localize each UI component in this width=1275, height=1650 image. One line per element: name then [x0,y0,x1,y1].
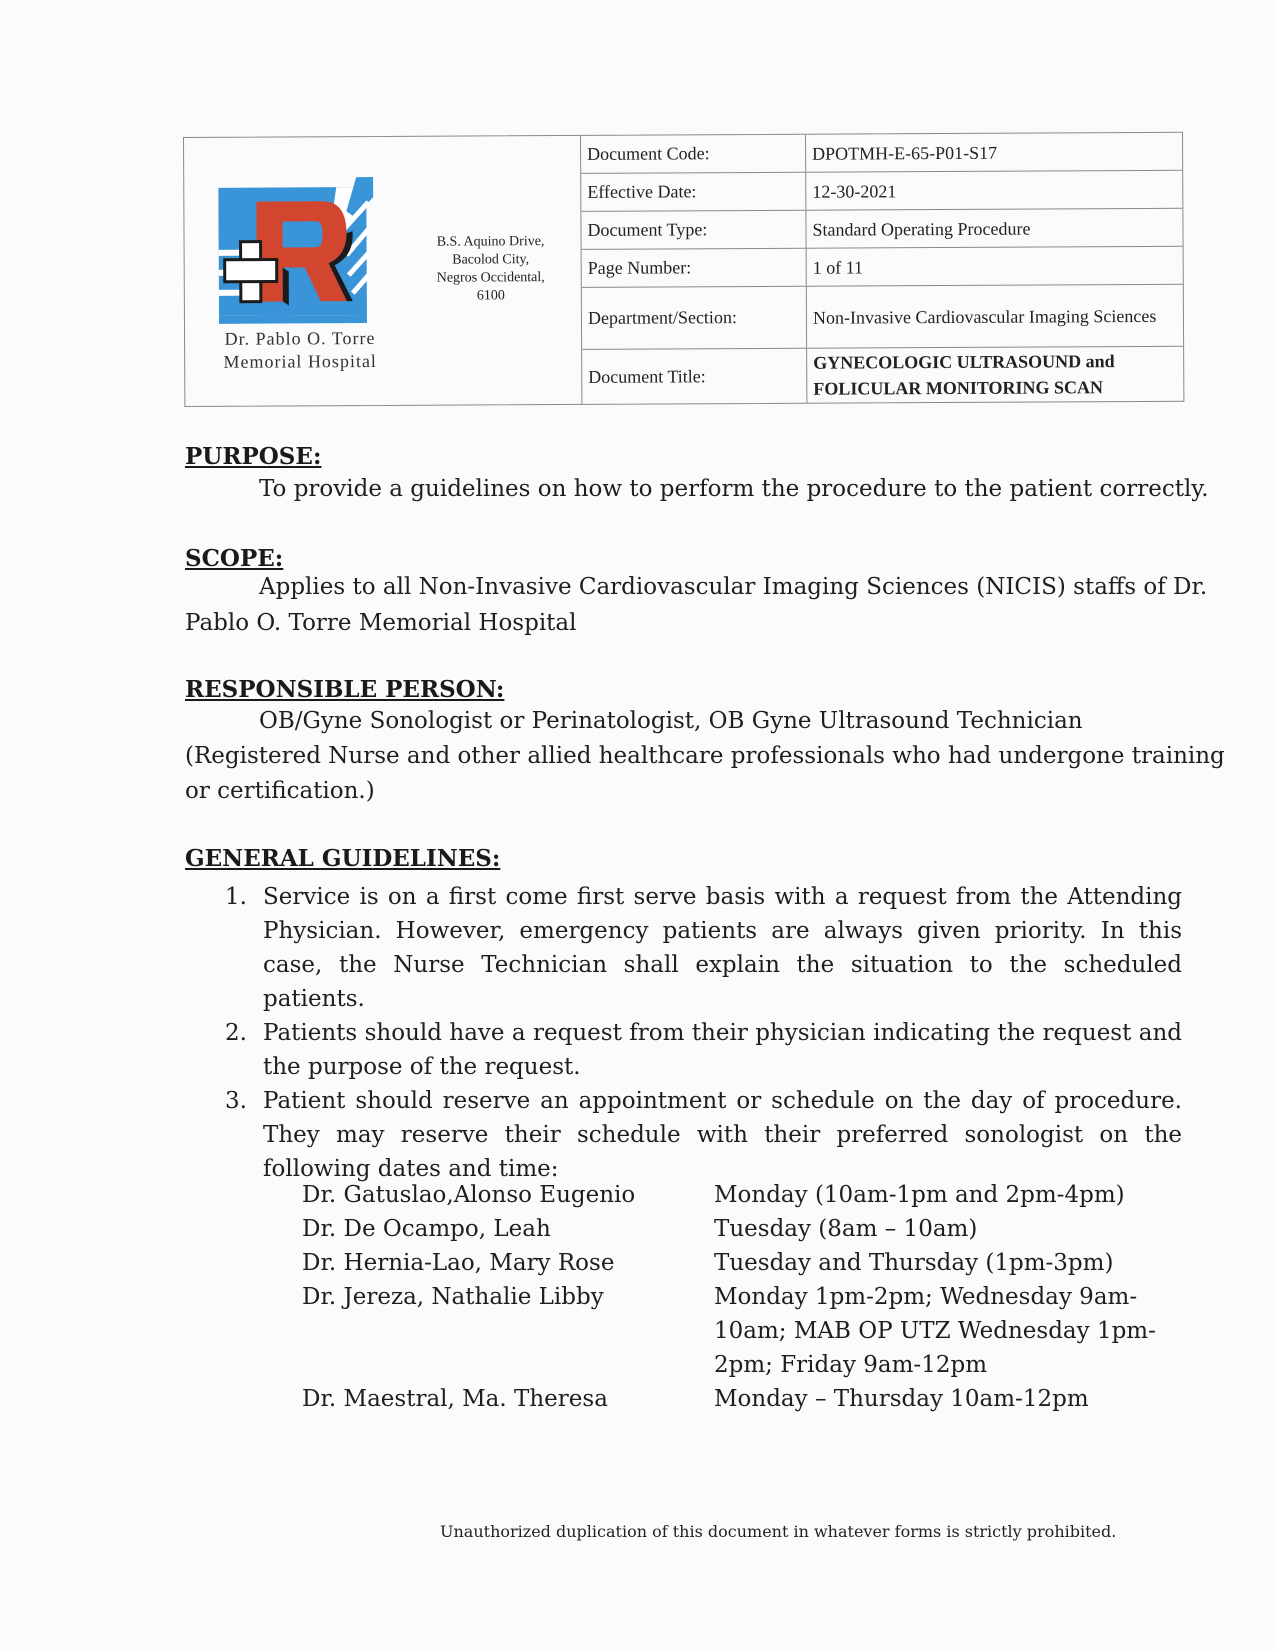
meta-label: Document Code: [581,135,806,173]
responsible-line1: OB/Gyne Sonologist or Perinatologist, OB Gyne Ultrasound Technician [259,708,1083,734]
meta-row-title [582,347,1183,404]
footer-notice: Unauthorized duplication of this document in whatever forms is strictly prohibited. [440,1522,1117,1541]
address-line1: B.S. Aquino Drive, [436,234,545,250]
list-item-text: Patients should have a request from their physician indicating the request and the purpose of the request. [263,1020,1182,1080]
schedule-row [302,1246,1162,1280]
address-line4: 6100 [476,288,505,304]
list-item-number: 2. [225,1020,247,1046]
schedule-doctor: Dr. Hernia-Lao, Mary Rose [302,1250,615,1276]
meta-row-date [581,171,1182,212]
schedule-time: Monday – Thursday 10am-12pm [714,1386,1089,1412]
hospital-logo-icon [218,177,374,326]
hospital-address [421,233,561,306]
scope-line2: Pablo O. Torre Memorial Hospital [185,610,577,636]
sonologist-schedule [302,1178,1162,1416]
scope-heading: SCOPE: [185,545,284,572]
list-item [220,880,1182,1016]
schedule-time-line3: 2pm; Friday 9am-12pm [714,1352,988,1378]
schedule-time-line1: Monday 1pm-2pm; Wednesday 9am- [714,1284,1138,1310]
hospital-name-line2: Memorial Hospital [223,350,377,372]
list-item-text: Service is on a first come first serve basis with a request from the Attending Physician. However, emergency patients are always given priority. In this case, the Nurse Technician shall explain the situation to the scheduled patients. [263,884,1182,1012]
guidelines-list [220,880,1182,1186]
meta-label: Page Number: [582,249,807,287]
purpose-heading: PURPOSE: [185,443,322,470]
document-meta-table [581,133,1183,404]
meta-row-page [582,247,1183,288]
meta-value: Standard Operating Procedure [812,218,1031,240]
schedule-row [302,1178,1162,1212]
meta-row-department [582,285,1183,350]
responsible-line2: (Registered Nurse and other allied healthcare professionals who had undergone training [185,743,1225,769]
list-item-number: 1. [225,884,247,910]
document-title-line1: GYNECOLOGIC ULTRASOUND and [813,351,1115,373]
meta-label: Department/Section: [582,287,807,349]
meta-label: Document Title: [582,349,807,404]
schedule-doctor: Dr. Gatuslao,Alonso Eugenio [302,1182,636,1208]
guidelines-heading: GENERAL GUIDELINES: [185,845,501,872]
document-title [807,347,1183,403]
schedule-time: Tuesday and Thursday (1pm-3pm) [714,1250,1114,1276]
meta-value: 1 of 11 [812,256,864,278]
schedule-row [302,1212,1162,1246]
schedule-time-line2: 10am; MAB OP UTZ Wednesday 1pm- [714,1318,1156,1344]
purpose-text: To provide a guidelines on how to perform the procedure to the patient correctly. [259,476,1209,502]
schedule-time: Tuesday (8am – 10am) [714,1216,978,1242]
document-title-line2: FOLICULAR MONITORING SCAN [813,377,1104,399]
schedule-time: Monday (10am-1pm and 2pm-4pm) [714,1182,1125,1208]
schedule-row [302,1382,1162,1416]
address-line2: Bacolod City, [452,252,530,268]
hospital-name-line1: Dr. Pablo O. Torre [224,327,376,349]
schedule-doctor: Dr. De Ocampo, Leah [302,1216,551,1242]
schedule-row [302,1280,1162,1382]
meta-value: 12-30-2021 [812,180,897,202]
meta-value: Non-Invasive Cardiovascular Imaging Sciences [812,305,1157,328]
responsible-line3: or certification.) [185,778,375,804]
responsible-heading: RESPONSIBLE PERSON: [185,676,505,703]
document-header-table [183,132,1184,407]
list-item [220,1084,1182,1186]
schedule-doctor: Dr. Maestral, Ma. Theresa [302,1386,608,1412]
list-item-number: 3. [225,1088,247,1114]
meta-row-code [581,133,1182,174]
hospital-name [185,327,415,374]
schedule-time [714,1280,1162,1382]
meta-label: Effective Date: [581,173,806,211]
scope-line1: Applies to all Non-Invasive Cardiovascular Imaging Sciences (NICIS) staffs of Dr. [259,574,1208,600]
meta-row-type [581,209,1182,250]
list-item [220,1016,1182,1084]
meta-label: Document Type: [581,211,806,249]
list-item-text: Patient should reserve an appointment or schedule on the day of procedure. They may reserve their schedule with their preferred sonologist on the following dates and time: [263,1088,1182,1182]
schedule-doctor: Dr. Jereza, Nathalie Libby [302,1284,604,1310]
address-line3: Negros Occidental, [436,270,545,286]
header-logo-cell [184,136,582,406]
meta-value: DPOTMH-E-65-P01-S17 [812,142,998,164]
